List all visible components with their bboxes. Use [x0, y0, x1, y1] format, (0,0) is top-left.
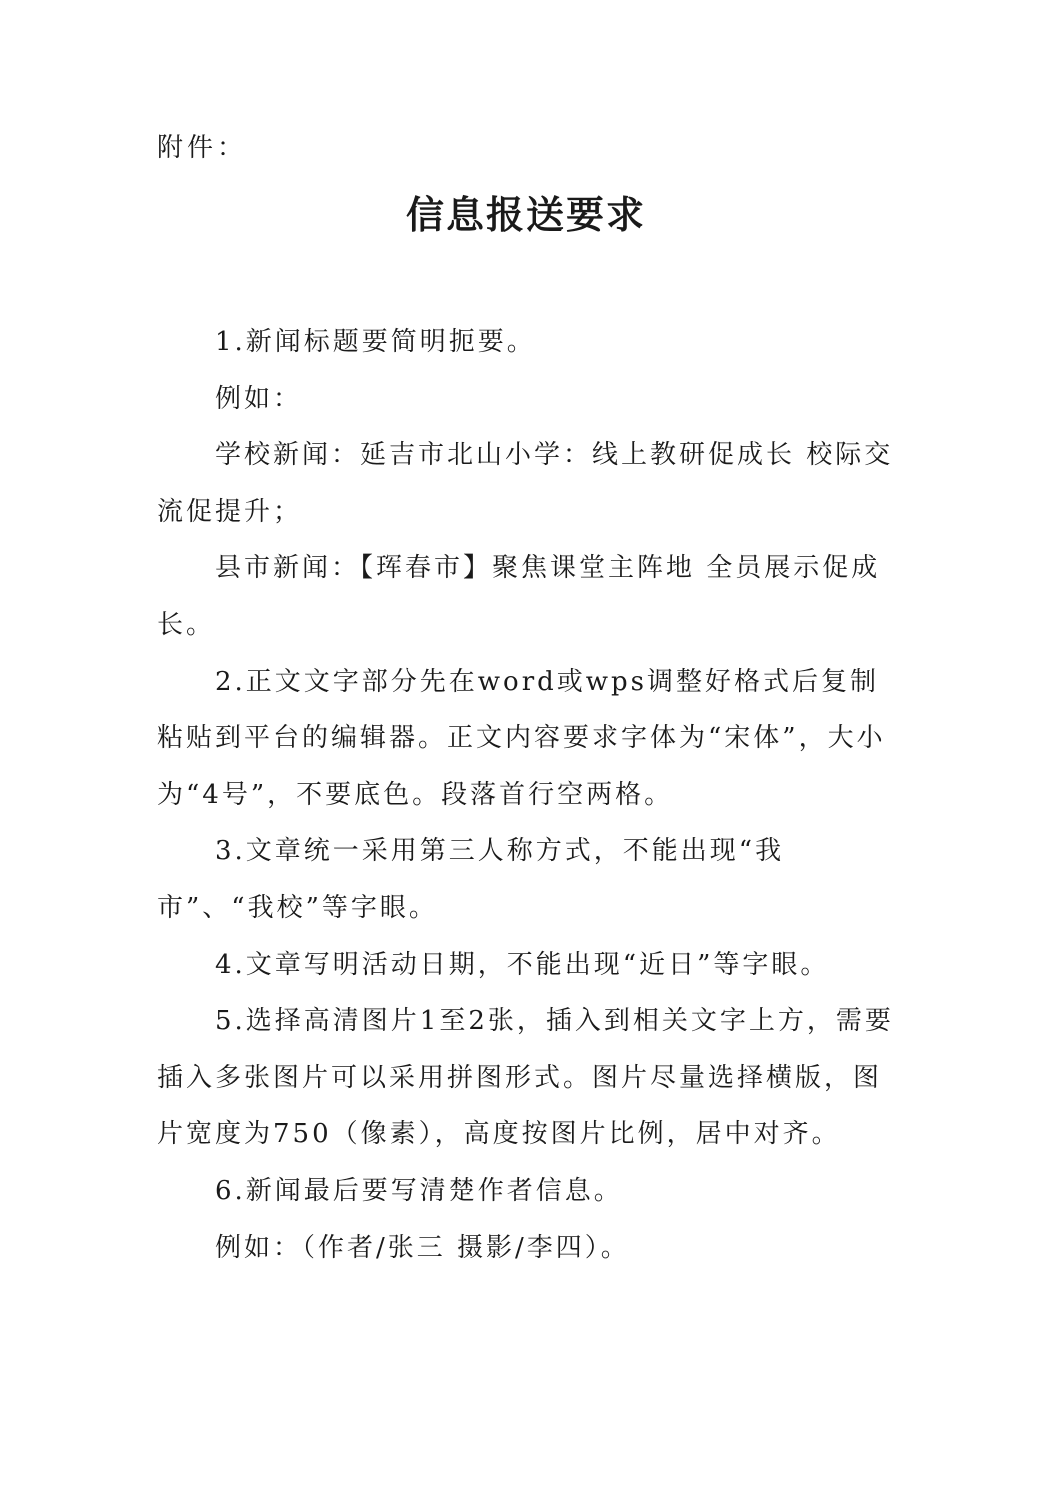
paragraph-requirement-2: 2.正文文字部分先在word或wps调整好格式后复制粘贴到平台的编辑器。正文内容要求字体为“宋体”，大小为“4号”，不要底色。段落首行空两格。: [157, 666, 886, 810]
paragraph-example-author: 例如：（作者/张三 摄影/李四）。: [215, 1232, 630, 1263]
document-title: 信息报送要求: [405, 192, 646, 237]
paragraph-requirement-3: 3.文章统一采用第三人称方式，不能出现“我市”、“我校”等字眼。: [157, 836, 785, 923]
paragraph-example-school-news: 学校新闻：延吉市北山小学：线上教研促成长 校际交流促提升；: [157, 440, 894, 527]
paragraph-requirement-1: 1.新闻标题要简明扼要。: [215, 327, 536, 357]
paragraph-example-county-news: 县市新闻：【珲春市】聚焦课堂主阵地 全员展示促成长。: [157, 553, 881, 640]
paragraph-example-label: 例如：: [215, 383, 303, 414]
paragraph-requirement-5: 5.选择高清图片1至2张，插入到相关文字上方，需要插入多张图片可以采用拼图形式。图片尽量选择横版，图片宽度为750（像素），高度按图片比例，居中对齐。: [157, 1006, 894, 1150]
paragraph-requirement-6: 6.新闻最后要写清楚作者信息。: [215, 1175, 623, 1206]
document-body: [157, 314, 897, 1276]
paragraph-requirement-4: 4.文章写明活动日期，不能出现“近日”等字眼。: [215, 949, 830, 980]
attachment-label: 附件：: [157, 133, 248, 163]
